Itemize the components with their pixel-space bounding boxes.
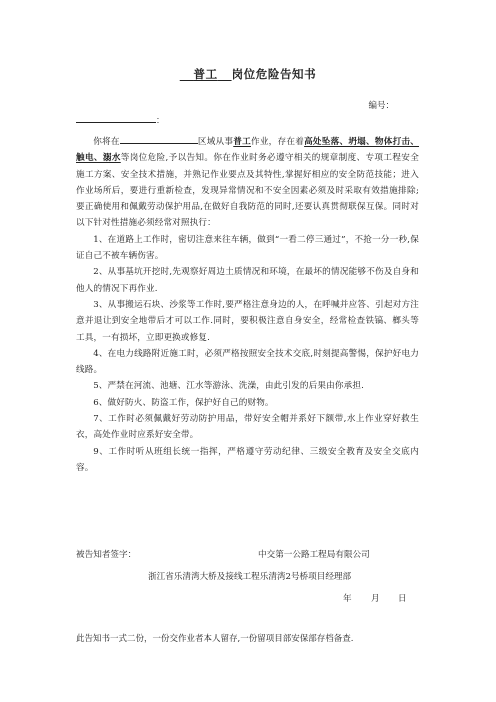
measure-item: 5、严禁在河流、池塘、江水等游泳、洗澡，由此引发的后果由你承担. [93, 381, 365, 392]
serial-number-field [76, 113, 165, 127]
signature-label: 被告知者签字： [76, 550, 137, 560]
serial-number-blank [76, 113, 156, 123]
footer-note: 此告知书一式二份，一份交作业者本人留存,一份留项目部安保部存档备查. [76, 634, 354, 644]
measure-item: 9、工作时听从班组长统一指挥，严格遵守劳动纪律、三级安全教育及安全交底内容。 [76, 446, 419, 473]
date-year: 年 [343, 594, 352, 604]
measure-item: 6、做好防火、防盗工作，保护好自己的财物。 [93, 397, 274, 408]
area-blank [120, 134, 198, 144]
document-body [76, 134, 419, 476]
company-name: 中交第一公路工程局有限公司 [258, 550, 370, 560]
title-suffix: 岗位危险告知书 [231, 67, 317, 81]
title-job: 普工 [193, 67, 218, 81]
intro-job: 普工 [233, 137, 251, 147]
document-title [0, 66, 496, 82]
intro-paragraph: 你将在 区域从事普工作业，存在着高处坠落、坍塌、物体打击、触电、溺水等岗位危险,予以告知。你在作业时务必遵守相关的规章制度、专项工程安全施工方案、安全技术措施，并熟记作业要点及其特性,掌握好相应的安全防范技能；进入作业场所后，要进行重新检查，发现异常情况和不安全因素必须及时采取有效措施排除;要正确使用和佩戴劳动保护用品,在做好自我防范的同时,还要认真贯彻联保互保。同时对以下针对性措施必须经常对照执行： [76, 134, 419, 232]
measure-item: 1、在道路上工作时，密切注意来往车辆，做到“一看二停三通过”，不抢一分一秒,保证自己不被车辆伤害。 [76, 234, 419, 262]
hazard-list: 高处坠落、坍塌、物体打击、触电、溺水 [76, 137, 420, 164]
measure-item: 3、从事搬运石块、沙浆等工作时,要严格注意身边的人，在呼喊并应答、引起对方注意并退让到安全地带后才可以工作.同时，要积极注意自身安全，经常检查铁镐、榔头等工具，一有损坏，立即更换或修复. [76, 299, 419, 343]
project-department: 浙江省乐清湾大桥及接线工程乐清湾2号桥项目经理部 [148, 572, 352, 582]
measure-item: 7、工作时必须佩戴好劳动防护用品，带好安全帽并系好下额带,水上作业穿好救生衣，高处作业时应系好安全带。 [76, 414, 419, 441]
measure-item: 4、在电力线路附近施工时，必须严格按照安全技术交底,时刻提高警惕，保护好电力线路。 [76, 348, 419, 376]
serial-number-label: 编号： [368, 101, 394, 111]
serial-colon: ： [156, 116, 165, 126]
date-month: 月 [371, 594, 380, 604]
date-day: 日 [398, 594, 407, 604]
measure-item: 2、从事基坑开挖时,先观察好周边土质情况和环境，在最坏的情况能够不伤及自身和他人的情况下再作业. [76, 267, 419, 294]
